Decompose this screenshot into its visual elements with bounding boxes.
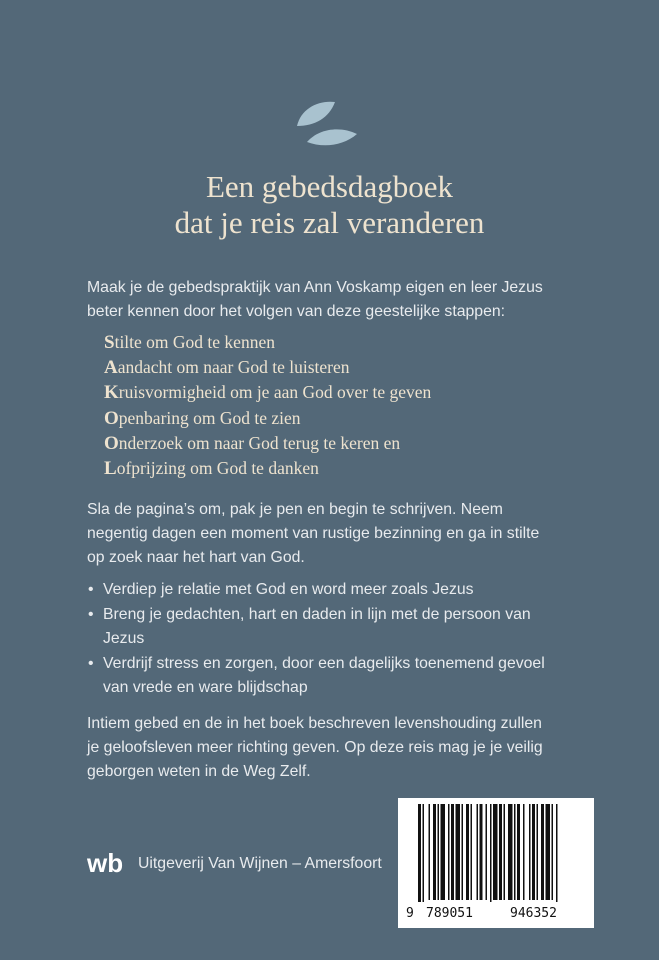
- step-text: tilte om God te kennen: [114, 332, 275, 352]
- step-initial: O: [104, 432, 119, 454]
- barcode-bar: [423, 804, 425, 902]
- barcode-bar: [546, 804, 551, 900]
- step-text: ofprijzing om God te danken: [116, 458, 319, 479]
- step-initial: O: [104, 407, 119, 429]
- list-item: [87, 578, 587, 602]
- paragraph-2: [87, 498, 587, 570]
- page-title-line-1: Een gebedsdagboek: [205, 169, 454, 204]
- barcode-bar: [532, 804, 535, 900]
- step-initial: K: [104, 382, 119, 404]
- barcode-bar: [552, 804, 554, 900]
- barcode-bar: [418, 804, 421, 902]
- barcode-bar: [504, 804, 506, 900]
- step-item: [104, 431, 431, 456]
- barcode-bar: [523, 804, 525, 900]
- barcode-bar: [490, 804, 492, 902]
- barcode: [398, 798, 594, 928]
- step-item: [104, 330, 431, 355]
- isbn-first-digit: 9: [406, 906, 414, 921]
- barcode-bar: [462, 804, 464, 900]
- step-item: [104, 355, 431, 380]
- page-title-line-2: dat je reis zal veranderen: [174, 205, 485, 240]
- intro-paragraph: [87, 276, 587, 324]
- barcode-bar: [456, 804, 461, 900]
- benefits-list: [87, 578, 587, 701]
- list-item-line: • Breng je gedachten, hart en daden in lijn met de persoon van: [103, 606, 531, 623]
- paragraph-line: Intiem gebed en de in het boek beschreven levenshouding zullen: [87, 715, 542, 732]
- barcode-bar: [429, 804, 431, 900]
- step-text: penbaring om God te zien: [118, 407, 301, 428]
- list-item: [87, 652, 587, 700]
- barcode-bar: [556, 804, 558, 902]
- barcode-bar: [438, 804, 440, 900]
- paragraph-line: op zoek naar het hart van God.: [87, 549, 305, 566]
- barcode-bar: [451, 804, 454, 900]
- list-item: [87, 603, 587, 651]
- barcode-bar: [433, 804, 436, 900]
- barcode-bar: [514, 804, 516, 900]
- barcode-bar: [508, 804, 513, 900]
- isbn-right-group: 946352: [510, 906, 557, 921]
- barcode-bar: [499, 804, 502, 900]
- paragraph-line: geborgen weten in de Weg Zelf.: [87, 763, 311, 780]
- barcode-bar: [493, 804, 498, 900]
- barcode-bar: [466, 804, 469, 900]
- publisher-logo: [87, 848, 127, 878]
- barcode-bar: [441, 804, 446, 900]
- isbn-left-group: 789051: [426, 906, 473, 921]
- intro-line: beter kennen door het volgen van deze geestelijke stappen:: [87, 303, 506, 320]
- list-item-line: • Verdrijf stress en zorgen, door een dagelijks toenemend gevoel: [103, 655, 545, 672]
- barcode-bar: [537, 804, 539, 900]
- step-initial: L: [104, 458, 117, 480]
- step-text: andacht om naar God te luisteren: [117, 357, 350, 378]
- step-text: ruisvormigheid om je aan God over te geven: [118, 382, 432, 403]
- barcode-bar: [486, 804, 488, 900]
- step-item: [104, 456, 431, 481]
- barcode-bar: [480, 804, 483, 900]
- paragraph-3: [87, 712, 587, 784]
- barcode-bars: [404, 802, 588, 902]
- list-item-line: van vrede en ware blijdschap: [103, 679, 308, 696]
- list-item-line: • Verdiep je relatie met God en word meer zoals Jezus: [103, 581, 474, 598]
- barcode-bar: [477, 804, 479, 900]
- barcode-bar: [471, 804, 473, 900]
- barcode-bar: [448, 804, 450, 900]
- step-initial: S: [104, 332, 115, 353]
- paragraph-line: negentig dagen een moment van rustige bezinning en ga in stilte: [87, 525, 540, 542]
- list-item-line: Jezus: [103, 630, 145, 647]
- barcode-bar: [541, 804, 544, 900]
- prayer-steps-list: [104, 330, 431, 481]
- publisher-name: Uitgeverij Van Wijnen – Amersfoort: [138, 855, 382, 872]
- intro-line: Maak je de gebedspraktijk van Ann Voskamp eigen en leer Jezus: [87, 279, 543, 296]
- paragraph-line: Sla de pagina’s om, pak je pen en begin te schrijven. Neem: [87, 501, 503, 518]
- barcode-bar: [529, 804, 531, 900]
- step-text: nderzoek om naar God terug te keren en: [118, 432, 401, 453]
- barcode-bar: [517, 804, 520, 900]
- leaf-icon: [291, 96, 361, 146]
- step-initial: A: [104, 357, 118, 379]
- step-item: [104, 406, 431, 431]
- paragraph-line: je geloofsleven meer richting geven. Op deze reis mag je je veilig: [87, 739, 543, 756]
- step-item: [104, 380, 431, 405]
- publisher-logo-text: wb: [87, 848, 124, 878]
